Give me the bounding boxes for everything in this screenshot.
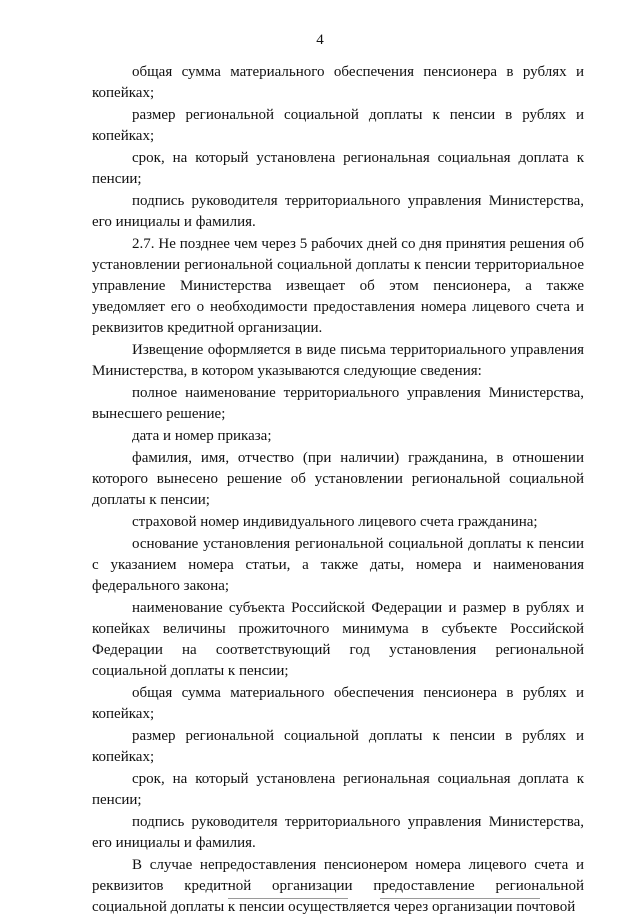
paragraph: срок, на который установлена региональная социальная доплата к пенсии; [92, 771, 584, 808]
paragraph: общая сумма материального обеспечения пенсионера в рублях и копейках; [92, 64, 584, 101]
scan-edge-line [228, 898, 348, 899]
paragraph: подпись руководителя территориального управления Министерства, его инициалы и фамилия. [92, 814, 584, 851]
paragraph: 2.7. Не позднее чем через 5 рабочих дней со дня принятия решения об установлении региональной социальной доплаты к пенсии территориальное управление Министерства извещает об этом пенсионера, а также уведомляет его о необходимости предоставления номера лицевого счета и реквизитов кредитной организации. [92, 236, 584, 336]
paragraph: фамилия, имя, отчество (при наличии) гражданина, в отношении которого вынесено решение об установлении региональной социальной доплаты к пенсии; [92, 450, 584, 508]
paragraph: Извещение оформляется в виде письма территориального управления Министерства, в котором указываются следующие сведения: [92, 342, 584, 379]
paragraph: дата и номер приказа; [132, 428, 272, 444]
paragraph: размер региональной социальной доплаты к пенсии в рублях и копейках; [92, 107, 584, 144]
paragraph: общая сумма материального обеспечения пенсионера в рублях и копейках; [92, 685, 584, 722]
page-number: 4 [316, 32, 324, 48]
paragraph: страховой номер индивидуального лицевого счета гражданина; [132, 514, 538, 530]
paragraph: подпись руководителя территориального управления Министерства, его инициалы и фамилия. [92, 193, 584, 230]
paragraph: размер региональной социальной доплаты к пенсии в рублях и копейках; [92, 728, 584, 765]
paragraph: основание установления региональной социальной доплаты к пенсии с указанием номера статьи, а также даты, номера и наименования федерального закона; [92, 536, 584, 594]
paragraph: полное наименование территориального управления Министерства, вынесшего решение; [92, 385, 584, 422]
scan-edge-line [380, 898, 540, 899]
paragraph: В случае непредоставления пенсионером номера лицевого счета и реквизитов кредитной организации предоставление региональной социальной доплаты к пенсии осуществляется через организации почтовой [92, 857, 584, 915]
paragraph: наименование субъекта Российской Федерации и размер в рублях и копейках величины прожиточного минимума в субъекте Российской Федерации на соответствующий год установления региональной социальной доплаты к пенсии; [92, 600, 584, 679]
paragraph: срок, на который установлена региональная социальная доплата к пенсии; [92, 150, 584, 187]
document-body [92, 62, 584, 919]
